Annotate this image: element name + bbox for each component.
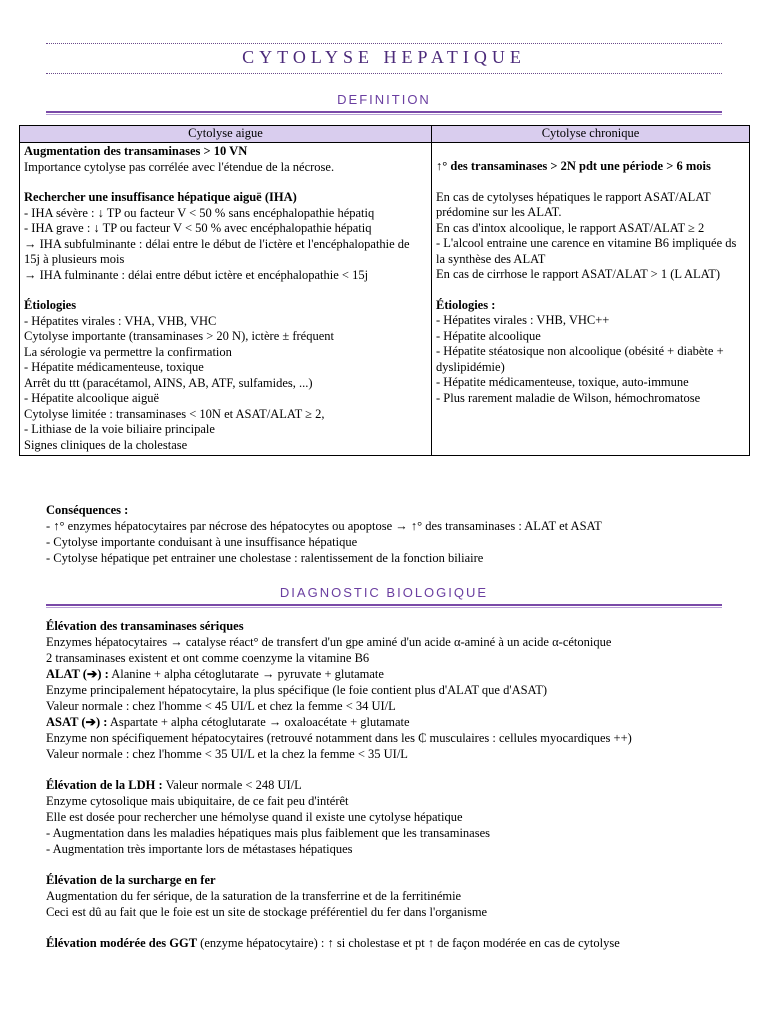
page-title: CYTOLYSE HEPATIQUE	[242, 47, 526, 67]
spacer	[24, 175, 427, 190]
chronic-line: En cas de cytolyses hépatiques le rapport ASAT/ALAT prédomine sur les ALAT.	[436, 189, 711, 219]
acute-column	[20, 143, 432, 456]
title-block	[46, 43, 722, 74]
acute-line: Signes cliniques de la cholestase	[24, 437, 188, 452]
acute-line: Arrêt du ttt (paracétamol, AINS, AB, ATF, sulfamides, ...)	[24, 375, 313, 390]
acute-line: - IHA grave : ↓ TP ou facteur V < 50 % avec encéphalopathie hépatiq	[24, 221, 372, 235]
chronic-line: - Plus rarement maladie de Wilson, hémochromatose	[436, 390, 701, 405]
section-diagnostic-title: DIAGNOSTIC BIOLOGIQUE	[279, 585, 489, 600]
chronic-line: - Hépatites virales : VHB, VHC++	[436, 313, 610, 327]
acute-line: → IHA subfulminante : délai entre le début de l'ictère et l'encéphalopathie de 15j à plusieurs mois	[24, 236, 410, 266]
line-lead: Élévation de la LDH :	[46, 778, 163, 792]
diagnostic-line: Augmentation du fer sérique, de la saturation de la transferrine et de la ferritinémie	[46, 889, 462, 903]
spacer	[436, 175, 745, 190]
acute-line: Rechercher une insuffisance hépatique aiguë (IHA)	[24, 190, 297, 204]
line-lead: Élévation modérée des GGT	[46, 936, 198, 950]
consequences-title: Conséquences :	[46, 503, 129, 517]
diagnostic-line: Enzymes hépatocytaires → catalyse réact° de transfert d'un gpe aminé d'un acide α-aminé à un acide α-cétonique	[46, 635, 612, 649]
spacer	[46, 857, 746, 872]
diagnostic-line: Ceci est dû au fait que le foie est un site de stockage préférentiel du fer dans l'organisme	[46, 905, 488, 919]
acute-line: Étiologies	[24, 298, 77, 312]
line-lead: ASAT (➔) :	[46, 715, 108, 729]
table-header-acute: Cytolyse aigue	[20, 126, 432, 143]
diagnostic-line: ALAT (➔) : Alanine + alpha cétoglutarate → pyruvate + glutamate	[46, 667, 384, 681]
spacer	[46, 762, 746, 777]
table-header-chronic: Cytolyse chronique	[432, 126, 750, 143]
table-header-row	[20, 126, 750, 143]
diagnostic-line: Enzyme principalement hépatocytaire, la plus spécifique (le foie contient plus d'ALAT que d'ASAT)	[46, 683, 548, 697]
cytolysis-table	[19, 125, 750, 456]
section-definition	[46, 92, 722, 115]
diagnostic-line: Élévation modérée des GGT (enzyme hépatocytaire) : ↑ si cholestase et pt ↑ de façon modérée en cas de cytolyse	[46, 936, 620, 950]
section-diagnostic	[46, 585, 722, 608]
table-row	[20, 143, 750, 456]
diagnostic-line: Enzyme non spécifiquement hépatocytaires (retrouvé notamment dans les ₵ musculaires : cellules myocardiques ++)	[46, 731, 632, 745]
diagnostic-line: Valeur normale : chez l'homme < 45 UI/L et chez la femme < 34 UI/L	[46, 699, 396, 713]
consequence-item: - ↑° enzymes hépatocytaires par nécrose des hépatocytes ou apoptose → ↑° des transaminases : ALAT et ASAT	[46, 519, 602, 533]
acute-line: Importance cytolyse pas corrélée avec l'étendue de la nécrose.	[24, 159, 335, 174]
consequences-block	[46, 502, 746, 566]
diagnostic-line: Valeur normale : chez l'homme < 35 UI/L et la chez la femme < 35 UI/L	[46, 747, 408, 761]
diagnostic-block	[46, 618, 746, 951]
acute-line: - Hépatite médicamenteuse, toxique	[24, 360, 204, 374]
acute-line: Cytolyse importante (transaminases > 20 N), ictère ± fréquent	[24, 329, 334, 343]
acute-line: Augmentation des transaminases > 10 VN	[24, 144, 248, 158]
diagnostic-line: - Augmentation dans les maladies hépatiques mais plus faiblement que les transaminases	[46, 826, 490, 840]
line-lead: ALAT (➔) :	[46, 667, 109, 681]
spacer	[436, 144, 745, 159]
acute-line: - Lithiase de la voie biliaire principale	[24, 422, 215, 436]
chronic-line: - Hépatite médicamenteuse, toxique, auto-immune	[436, 375, 689, 389]
spacer	[46, 920, 746, 935]
section-definition-title: DEFINITION	[337, 92, 431, 107]
spacer	[24, 283, 427, 298]
diagnostic-line: 2 transaminases existent et ont comme coenzyme la vitamine B6	[46, 651, 370, 665]
section-definition-rule	[46, 111, 722, 115]
consequence-item: - Cytolyse hépatique pet entrainer une cholestase : ralentissement de la fonction biliaire	[46, 551, 484, 565]
chronic-line: Étiologies :	[436, 297, 496, 312]
chronic-line: ↑° des transaminases > 2N pdt une période > 6 mois	[436, 159, 711, 173]
consequence-item: - Cytolyse importante conduisant à une insuffisance hépatique	[46, 535, 358, 549]
chronic-line: En cas d'intox alcoolique, le rapport ASAT/ALAT ≥ 2	[436, 220, 705, 235]
diagnostic-line: ASAT (➔) : Aspartate + alpha cétoglutarate → oxaloacétate + glutamate	[46, 715, 410, 729]
acute-line: → IHA fulminante : délai entre début ictère et encéphalopathie < 15j	[24, 267, 369, 282]
chronic-line: - Hépatite alcoolique	[436, 328, 541, 343]
diagnostic-line: Élévation de la surcharge en fer	[46, 873, 216, 887]
title-bottom-rule	[46, 73, 722, 74]
acute-line: - Hépatites virales : VHA, VHB, VHC	[24, 313, 217, 328]
diagnostic-line: - Augmentation très importante lors de métastases hépatiques	[46, 842, 353, 856]
acute-line: La sérologie va permettre la confirmation	[24, 344, 232, 359]
section-diagnostic-rule	[46, 604, 722, 608]
diagnostic-line: Enzyme cytosolique mais ubiquitaire, de ce fait peu d'intérêt	[46, 794, 349, 808]
acute-line: Cytolyse limitée : transaminases < 10N et ASAT/ALAT ≥ 2,	[24, 406, 325, 421]
spacer	[436, 283, 745, 298]
chronic-column	[432, 143, 750, 456]
acute-line: - IHA sévère : ↓ TP ou facteur V < 50 % sans encéphalopathie hépatiq	[24, 205, 375, 220]
diagnostic-line: Elle est dosée pour rechercher une hémolyse quand il existe une cytolyse hépatique	[46, 810, 463, 824]
chronic-line: - L'alcool entraine une carence en vitamine B6 impliquée ds la synthèse des ALAT	[436, 236, 737, 266]
chronic-line: - Hépatite stéatosique non alcoolique (obésité + diabète + dyslipidémie)	[436, 344, 724, 374]
diagnostic-line: Élévation de la LDH : Valeur normale < 248 UI/L	[46, 778, 302, 792]
acute-line: - Hépatite alcoolique aiguë	[24, 391, 160, 405]
title-top-rule	[46, 43, 722, 44]
consequences-list	[46, 518, 746, 566]
diagnostic-line: Élévation des transaminases sériques	[46, 619, 244, 633]
chronic-line: En cas de cirrhose le rapport ASAT/ALAT > 1 (L ALAT)	[436, 267, 721, 281]
